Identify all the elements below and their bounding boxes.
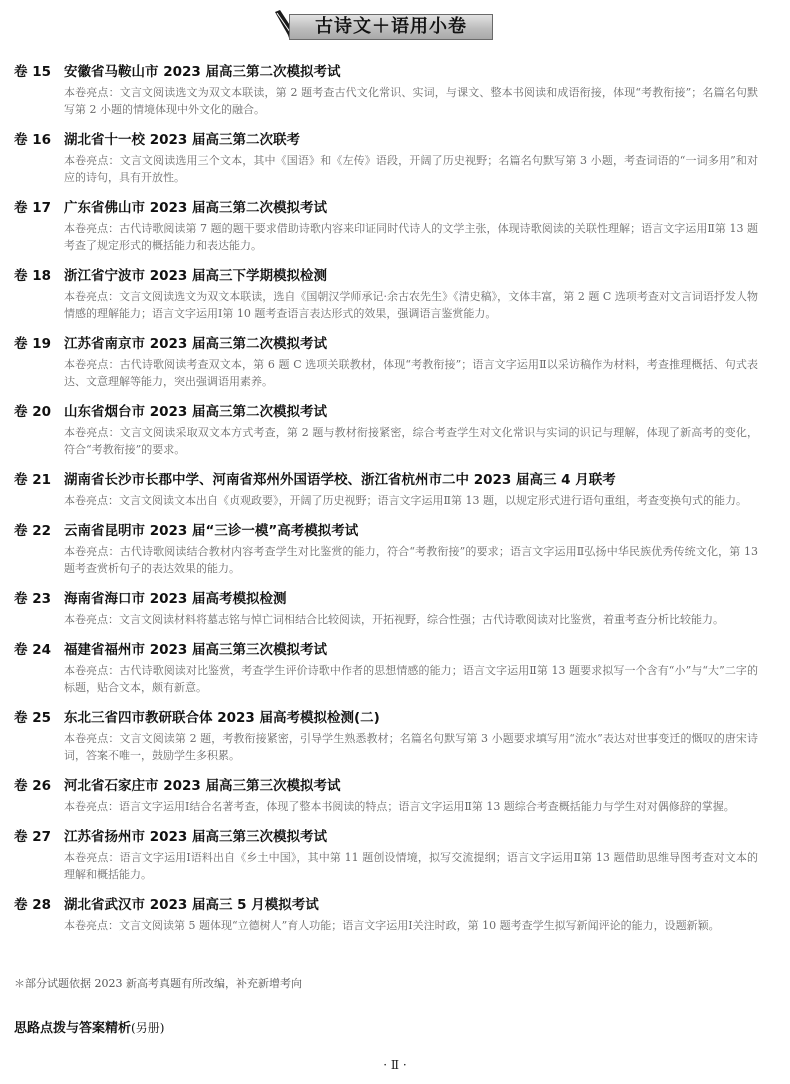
entry-title: 海南省海口市 2023 届高考模拟检测 [64, 591, 287, 607]
header-title: 古诗文＋语用小卷 [315, 16, 467, 37]
entry-item [0, 267, 790, 322]
entry-title: 江苏省扬州市 2023 届高三第三次模拟考试 [64, 829, 327, 845]
entry-head [0, 403, 790, 421]
entry-item [0, 641, 790, 696]
entry-title: 湖北省十一校 2023 届高三第二次联考 [64, 132, 300, 148]
answers-note [14, 1017, 164, 1036]
entry-description: 本卷亮点：古代诗歌阅读对比鉴赏，考查学生评价诗歌中作者的思想情感的能力；语言文字运用Ⅱ第 13 题要求拟写一个含有“小”与“大”二字的标题，贴合文本，颇有新意。 [64, 664, 758, 694]
entry-title: 湖南省长沙市长郡中学、河南省郑州外国语学校、浙江省杭州市二中 2023 届高三 4 月联考 [64, 472, 616, 488]
entry-head [0, 335, 790, 353]
entry-title: 山东省烟台市 2023 届高三第二次模拟考试 [64, 404, 327, 420]
entry-description: 本卷亮点：语言文字运用Ⅰ结合名著考查，体现了整本书阅读的特点；语言文字运用Ⅱ第 13 题综合考查概括能力与学生对对偶修辞的掌握。 [64, 800, 735, 813]
entry-title: 河北省石家庄市 2023 届高三第三次模拟考试 [64, 778, 341, 794]
entry-item [0, 896, 790, 934]
entry-title: 安徽省马鞍山市 2023 届高三第二次模拟考试 [64, 64, 341, 80]
entry-title: 云南省昆明市 2023 届“三诊一模”高考模拟考试 [64, 523, 359, 539]
entry-title: 福建省福州市 2023 届高三第三次模拟考试 [64, 642, 327, 658]
entry-head [0, 709, 790, 727]
answers-title: 思路点拨与答案精析 [14, 1021, 132, 1036]
entry-item [0, 590, 790, 628]
entry-title: 湖北省武汉市 2023 届高三 5 月模拟考试 [64, 897, 319, 913]
entry-head [0, 828, 790, 846]
entry-item [0, 403, 790, 458]
entry-number: 卷 19 [14, 336, 51, 352]
answers-subtitle: (另册) [131, 1021, 165, 1035]
entry-head [0, 199, 790, 217]
entry-item [0, 709, 790, 764]
entry-number: 卷 15 [14, 64, 51, 80]
entry-head [0, 522, 790, 540]
entry-number: 卷 27 [14, 829, 51, 845]
entry-number: 卷 22 [14, 523, 51, 539]
entry-item [0, 828, 790, 883]
entry-description: 本卷亮点：文言文阅读采取双文本方式考查，第 2 题与教材衔接紧密，综合考查学生对文化常识与实词的识记与理解，体现了新高考的变化，符合“考教衔接”的要求。 [64, 426, 758, 456]
entry-number: 卷 23 [14, 591, 51, 607]
entry-number: 卷 16 [14, 132, 51, 148]
entry-list [0, 63, 790, 947]
entry-title: 广东省佛山市 2023 届高三第二次模拟考试 [64, 200, 327, 216]
entry-description: 本卷亮点：文言文阅读材料将墓志铭与悼亡词相结合比较阅读，开拓视野，综合性强；古代诗歌阅读对比鉴赏，着重考查分析比较能力。 [64, 613, 724, 626]
entry-title: 浙江省宁波市 2023 届高三下学期模拟检测 [64, 268, 327, 284]
entry-description: 本卷亮点：文言文阅读第 2 题，考教衔接紧密，引导学生熟悉教材；名篇名句默写第 3 小题要求填写用“流水”表达对世事变迁的慨叹的唐宋诗词，答案不唯一，鼓励学生多积累。 [64, 732, 758, 762]
entry-head [0, 471, 790, 489]
entry-number: 卷 20 [14, 404, 51, 420]
entry-description: 本卷亮点：古代诗歌阅读考查双文本，第 6 题 C 选项关联教材，体现“考教衔接”；语言文字运用Ⅱ以采访稿作为材料，考查推理概括、句式表达、文意理解等能力，突出强调语用素养。 [64, 358, 758, 388]
entry-number: 卷 25 [14, 710, 51, 726]
entry-description: 本卷亮点：文言文阅读第 5 题体现“立德树人”育人功能；语言文字运用Ⅰ关注时政，第 10 题考查学生拟写新闻评论的能力，设题新颖。 [64, 919, 720, 932]
entry-description: 本卷亮点：文言文阅读选文为双文本联读，第 2 题考查古代文化常识、实词，与课文、整本书阅读和成语衔接，体现“考教衔接”；名篇名句默写第 2 小题的情境体现中外文化的融合。 [64, 86, 758, 116]
entry-head [0, 267, 790, 285]
entry-item [0, 335, 790, 390]
entry-number: 卷 26 [14, 778, 51, 794]
entry-head [0, 131, 790, 149]
entry-number: 卷 17 [14, 200, 51, 216]
entry-head [0, 896, 790, 914]
entry-description: 本卷亮点：古代诗歌阅读结合教材内容考查学生对比鉴赏的能力，符合“考教衔接”的要求；语言文字运用Ⅱ弘扬中华民族优秀传统文化，第 13 题考查赏析句子的表达效果的能力。 [64, 545, 758, 575]
entry-item [0, 199, 790, 254]
entry-item [0, 131, 790, 186]
page-number: · Ⅱ · [383, 1058, 407, 1072]
entry-number: 卷 18 [14, 268, 51, 284]
entry-title: 江苏省南京市 2023 届高三第二次模拟考试 [64, 336, 327, 352]
entry-description: 本卷亮点：文言文阅读选用三个文本，其中《国语》和《左传》语段，开阔了历史视野；名篇名句默写第 3 小题，考查词语的“一词多用”和对应的诗句，具有开放性。 [64, 154, 758, 184]
entry-item [0, 63, 790, 118]
entry-head [0, 641, 790, 659]
footnote: ＊部分试题依据 2023 新高考真题有所改编，补充新增考向 [14, 977, 302, 990]
entry-head [0, 777, 790, 795]
entry-head [0, 590, 790, 608]
entry-description: 本卷亮点：文言文阅读选文为双文本联读，选自《国朝汉学师承记·余古农先生》《清史稿》，文体丰富，第 2 题 C 选项考查对文言词语抒发人物情感的理解能力；语言文字运用Ⅰ第 10 题考查语言表达形式的效果，强调语言鉴赏能力。 [64, 290, 758, 320]
entry-number: 卷 24 [14, 642, 51, 658]
entry-head [0, 63, 790, 81]
entry-description: 本卷亮点：语言文字运用Ⅰ语料出自《乡土中国》，其中第 11 题创设情境，拟写交流提纲；语言文字运用Ⅱ第 13 题借助思维导图考查对文本的理解和概括能力。 [64, 851, 758, 881]
entry-title: 东北三省四市教研联合体 2023 届高考模拟检测(二) [64, 710, 380, 726]
entry-description: 本卷亮点：古代诗歌阅读第 7 题的题干要求借助诗歌内容来印证同时代诗人的文学主张，体现诗歌阅读的关联性理解；语言文字运用Ⅱ第 13 题考查了规定形式的概括能力和表达能力。 [64, 222, 758, 252]
entry-number: 卷 28 [14, 897, 51, 913]
section-header [269, 8, 495, 40]
entry-number: 卷 21 [14, 472, 51, 488]
entry-description: 本卷亮点：文言文阅读文本出自《贞观政要》，开阔了历史视野；语言文字运用Ⅱ第 13 题，以规定形式进行语句重组，考查变换句式的能力。 [64, 494, 747, 507]
entry-item [0, 471, 790, 509]
entry-item [0, 522, 790, 577]
entry-item [0, 777, 790, 815]
